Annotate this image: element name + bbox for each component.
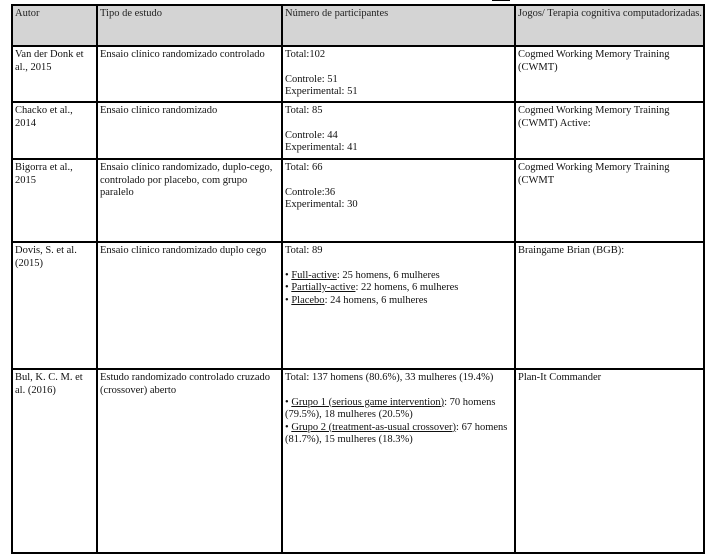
- author-cell: Dovis, S. et al. (2015): [12, 242, 97, 369]
- header-participants: Número de participantes: [282, 5, 515, 46]
- games-cell: Braingame Brian (BGB):: [515, 242, 704, 369]
- participants-experimental: Experimental: 51: [285, 86, 358, 97]
- group-label: Placebo: [291, 294, 325, 306]
- participants-total: Total: 66: [285, 162, 323, 173]
- games-cell: Cogmed Working Memory Training (CWMT: [515, 159, 704, 242]
- participants-total: Total:102: [285, 49, 326, 60]
- group-detail: : 70 homens (79.5%), 18 mulheres (20.5%): [285, 396, 499, 420]
- games-cell: Cogmed Working Memory Training (CWMT) Active:: [515, 102, 704, 159]
- games-cell: Cogmed Working Memory Training (CWMT): [515, 46, 704, 102]
- participants-control: Controle: 51: [285, 73, 338, 85]
- group-detail: : 24 homens, 6 mulheres: [324, 294, 428, 306]
- group-item: [285, 295, 513, 308]
- group-label: Grupo 1 (serious game intervention): [291, 396, 445, 408]
- study-type-cell: Ensaio clínico randomizado duplo cego: [97, 242, 282, 369]
- participants-experimental: Experimental: 30: [285, 199, 358, 210]
- group-detail: : 67 homens (81.7%), 15 mulheres (18.3%): [285, 421, 511, 445]
- group-item: [285, 397, 513, 422]
- bullet-glyph: •: [285, 396, 292, 408]
- author-cell: Bul, K. C. M. et al. (2016): [12, 369, 97, 553]
- group-label: Grupo 2 (treatment-as-usual crossover): [291, 421, 457, 433]
- participants-total: Total: 137 homens (80.6%), 33 mulheres (19.4%): [285, 372, 494, 383]
- table-row: [12, 46, 704, 102]
- participants-total: Total: 89: [285, 245, 323, 256]
- participants-cell: [282, 242, 515, 369]
- participants-cell: [282, 102, 515, 159]
- study-type-cell: Ensaio clínico randomizado: [97, 102, 282, 159]
- participants-cell: [282, 46, 515, 102]
- table-row: [12, 369, 704, 553]
- games-cell: Plan-It Commander: [515, 369, 704, 553]
- table-row: [12, 159, 704, 242]
- group-item: [285, 422, 513, 447]
- participants-cell: [282, 159, 515, 242]
- group-detail: : 25 homens, 6 mulheres: [336, 269, 440, 281]
- bullet-glyph: •: [285, 282, 292, 293]
- table-row: [12, 242, 704, 369]
- group-detail: : 22 homens, 6 mulheres: [355, 282, 459, 293]
- participants-cell: [282, 369, 515, 553]
- group-label: Partially-active: [291, 282, 356, 293]
- participants-control: Controle:36: [285, 186, 336, 198]
- participants-total: Total: 85: [285, 105, 323, 116]
- author-cell: Bigorra et al., 2015: [12, 159, 97, 242]
- study-type-cell: Ensaio clínico randomizado controlado: [97, 46, 282, 102]
- group-item: [285, 282, 513, 295]
- study-type-cell: Estudo randomizado controlado cruzado (crossover) aberto: [97, 369, 282, 553]
- header-study-type: Tipo de estudo: [97, 5, 282, 46]
- bullet-glyph: •: [285, 294, 292, 306]
- header-row: [12, 5, 704, 46]
- author-cell: Chacko et al., 2014: [12, 102, 97, 159]
- bullet-glyph: •: [285, 269, 292, 281]
- participants-experimental: Experimental: 41: [285, 142, 358, 153]
- bullet-glyph: •: [285, 421, 292, 433]
- author-cell: Van der Donk et al., 2015: [12, 46, 97, 102]
- study-type-cell: Ensaio clínico randomizado, duplo-cego, controlado por placebo, com grupo paralelo: [97, 159, 282, 242]
- header-author: Autor: [12, 5, 97, 46]
- table-row: [12, 102, 704, 159]
- group-label: Full-active: [291, 269, 337, 281]
- studies-table: [11, 4, 705, 554]
- header-games: Jogos/ Terapia cognitiva computadorizadas.: [515, 5, 704, 46]
- participants-control: Controle: 44: [285, 129, 338, 141]
- group-item: [285, 270, 513, 283]
